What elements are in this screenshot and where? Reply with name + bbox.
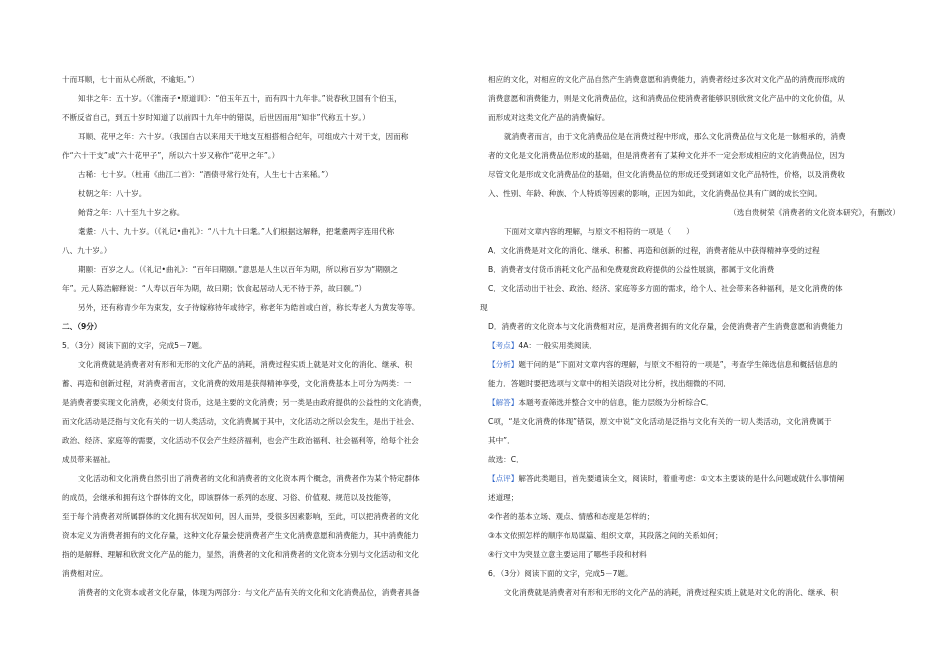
text-line [62,298,472,317]
text-line [488,260,900,279]
text-line [488,108,900,127]
text-line [488,317,900,336]
line-text: 现 [480,303,488,312]
line-text: 能力．答题时要把选项与文章中的相关语段对比分析，找出细微的不同． [488,379,731,388]
text-line [62,165,472,184]
line-text: B．消费者支付货币消耗文化产品和免费观赏政府提供的公益性展演，都属于文化消费 [488,265,775,274]
text-line [480,298,900,317]
line-text: 下面对文章内容的理解，与原文不相符的一项是（ ） [504,227,694,236]
text-line [488,564,900,583]
line-text: 尽管文化是形成文化消费品位的基础，但文化消费品位的形成还受到诸如文化产品特性，价格，以及消费收 [488,170,845,179]
section-tag: 【考点】 [488,341,519,350]
text-line [62,393,472,412]
line-text: 5．（3分）阅读下面的文字，完成5－7题。 [62,341,207,350]
line-text: 知非之年：五十岁。（《淮南子•原道训》：“伯玉年五十，而有四十九年非。”说春秋卫国有个伯玉， [78,94,402,103]
line-text: ④行文中为突显立意主要运用了哪些手段和材料 [488,550,647,559]
text-line [62,146,472,165]
text-line [62,526,472,545]
line-text: 指的是解释、理解和欣赏文化产品的能力，显然，消费者的文化和消费者的文化资本分别与文化活动和文化 [62,550,419,559]
line-text: 题干问的是“下面对文章内容的理解，与原文不相符的一项是”，考查学生筛选信息和概括信息的 [518,360,838,369]
line-text: 消费者的文化资本或者文化存量，体现为两部分：与文化产品有关的文化和文化消费品位，消费者具备 [78,588,420,597]
line-text: 杖朝之年：八十岁。 [78,189,147,198]
line-text: 文化消费就是消费者对有形和无形的文化产品的消耗，消费过程实质上就是对文化的消化、继承、积 [504,588,839,597]
line-text: 耳顺、花甲之年：六十岁。（我国自古以来用天干地支互相搭相合纪年，可组成六十对干支，因而称 [78,132,409,141]
line-text: 解答此类题目，首先要通读全文，阅读时，着重考虑：①文本主要谈的是什么问题或就什么事情阐 [518,474,845,483]
line-text: 消费意愿和消费能力，则是文化消费品位，这和消费品位使消费者能够识别欣赏文化产品中的文化价值，从 [488,94,845,103]
text-line [62,317,472,336]
text-line [62,431,472,450]
section-tag: 【分析】 [488,360,519,369]
line-text: 政治、经济、家庭等的需要，文化活动不仅会产生经济福利，也会产生政治福利、社会福利等，给每个社会 [62,436,419,445]
line-text: 十而耳顺，七十而从心所欲，不逾矩。”） [62,75,199,84]
text-line [488,431,900,450]
line-text: 鲐背之年：八十至九十岁之称。 [78,208,185,217]
line-text: 是消费者要实现文化消费，必须支付货币，这是主要的文化消费；另一类是由政府提供的公益性的文化消费， [62,398,427,407]
line-text: D．消费者的文化资本与文化消费相对应，是消费者拥有的文化存量，会使消费者产生消费意愿和消费能力 [488,322,844,331]
line-text: 而形成对这类文化产品的消费偏好。 [488,113,610,122]
text-line [488,545,900,564]
line-text: 而文化活动是泛指与文化有关的一切人类活动，文化消费属于其中，文化活动之所以会发生，是出于社会、 [62,417,419,426]
line-text: 相应的文化，对相应的文化产品自然产生消费意愿和消费能力，消费者经过多次对文化产品的消费而形成的 [488,75,845,84]
line-text: 年”。元人陈浩解释说：“人寿以百年为期，故曰期；饮食起居动人无不待于养，故曰颐。”） [62,284,367,293]
line-text: 入、性别、年龄、种族、个人特质等因素的影响，正因为如此，文化消费品位具有广阔的成长空间。 [488,189,823,198]
text-line [488,393,900,412]
text-line [488,203,900,222]
text-line [62,70,472,89]
line-text: ③本文依照怎样的顺序布局谋篇、组织文章，其段落之间的关系如何； [488,531,723,540]
line-text: 期颐：百岁之人。（《礼记•曲礼》：“百年曰期颐。”意思是人生以百年为期，所以称百岁为“期颐之 [78,265,399,274]
text-line [488,507,900,526]
line-text: 消费相对应。 [62,569,108,578]
text-line [488,583,900,602]
line-text: 就消费者而言，由于文化消费品位是在消费过程中形成，那么文化消费品位与文化是一脉相承的，消费 [504,132,846,141]
text-line [62,507,472,526]
text-line [488,70,900,89]
text-line [62,469,472,488]
line-text: 不断反省自己，到五十岁时知道了以前四十九年中的错误，后世因而用“知非”代称五十岁。） [62,113,370,122]
section-tag: 【点评】 [488,474,519,483]
text-line [488,165,900,184]
line-text: 另外，还有称青少年为束发，女子待嫁称待年或待字，称老年为皓首或白首，称长寿老人为黄发等等。 [78,303,420,312]
text-line [62,336,472,355]
text-line [488,488,900,507]
text-line [488,89,900,108]
text-line [488,336,900,355]
line-text: ②作者的基本立场、观点、情感和态度是怎样的； [488,512,655,521]
text-line [62,222,472,241]
text-line [62,203,472,222]
left-column [62,70,472,602]
line-text: （选自贵树荣《消费者的文化资本研究》，有删改） [729,208,900,217]
line-text: C．文化活动出于社会、政治、经济、家庭等多方面的需求，给个人、社会带来各种福利，是文化消费的体 [488,284,843,293]
text-line [488,450,900,469]
line-text: 蓄、再造和创新过程，对消费者而言，文化消费的效用是获得精神享受，文化消费基本上可分为两类：一 [62,379,412,388]
line-text: 者的文化是文化消费品位形成的基础，但是消费者有了某种文化并不一定会形成相应的文化消费品位，因为 [488,151,845,160]
text-line [62,412,472,431]
line-text: 成员带来福祉。 [62,455,116,464]
text-line [62,355,472,374]
text-line [488,374,900,393]
text-line [62,241,472,260]
line-text: 其中”． [488,436,515,445]
text-line [488,279,900,298]
text-line [62,108,472,127]
text-line [62,184,472,203]
line-text: 至于每个消费者对所属群体的文化拥有状况如何，因人而异，受很多因素影响，至此，可以把消费者的文化 [62,512,419,521]
section-tag: 【解答】 [488,398,519,407]
right-column [480,70,900,602]
line-text: 4A：一般实用类阅读． [518,341,597,350]
text-line [62,545,472,564]
line-text: 6．（3分）阅读下面的文字，完成5－7题。 [488,569,633,578]
text-line [62,260,472,279]
line-text: 的成员，会继承和拥有这个群体的文化，即该群体一系列的态度、习俗、价值观、规范以及技能等， [62,493,397,502]
line-text: 作“六十干支”或“六十花甲子”，所以六十岁又称作“花甲之年”。） [62,151,280,160]
text-line [488,222,900,241]
line-text: 文化活动和文化消费自然引出了消费者的文化和消费者的文化资本两个概念，消费者作为某个特定群体 [78,474,420,483]
line-text: 资本定义为消费者拥有的文化存量，这种文化存量会使消费者产生文化消费意愿和消费能力，其中消费能力 [62,531,419,540]
text-line [62,450,472,469]
text-line [62,279,472,298]
text-line [488,127,900,146]
text-line [62,374,472,393]
line-text: 二、（9分） [62,322,102,331]
line-text: 故选：C． [488,455,524,464]
text-line [62,488,472,507]
text-line [62,564,472,583]
line-text: C项，“是文化消费的体现”错误，原文中说“文化活动是泛指与文化有关的一切人类活动，文化消费属于 [488,417,832,426]
text-line [62,583,472,602]
text-line [488,469,900,488]
line-text: 述道理； [488,493,519,502]
line-text: 耄耋：八十、九十岁。（《礼记•曲礼》：“八十九十曰耄。”人们根据这解释，把耄耋两字连用代称 [78,227,395,236]
text-line [62,127,472,146]
line-text: 文化消费就是消费者对有形和无形的文化产品的消耗，消费过程实质上就是对文化的消化、继承、积 [78,360,413,369]
line-text: 本题考查筛选并整合文中的信息，能力层级为分析综合C． [518,398,714,407]
text-line [488,184,900,203]
line-text: 古稀：七十岁。（杜甫《曲江二首》：“酒债寻常行处有，人生七十古来稀。”） [78,170,333,179]
line-text: A．文化消费是对文化的消化、继承、积蓄、再造和创新的过程，消费者能从中获得精神享受的过程 [488,246,820,255]
line-text: 八、九十岁。） [62,246,112,255]
text-line [488,526,900,545]
text-line [488,241,900,260]
text-line [488,146,900,165]
text-line [488,412,900,431]
text-line [488,355,900,374]
text-line [62,89,472,108]
